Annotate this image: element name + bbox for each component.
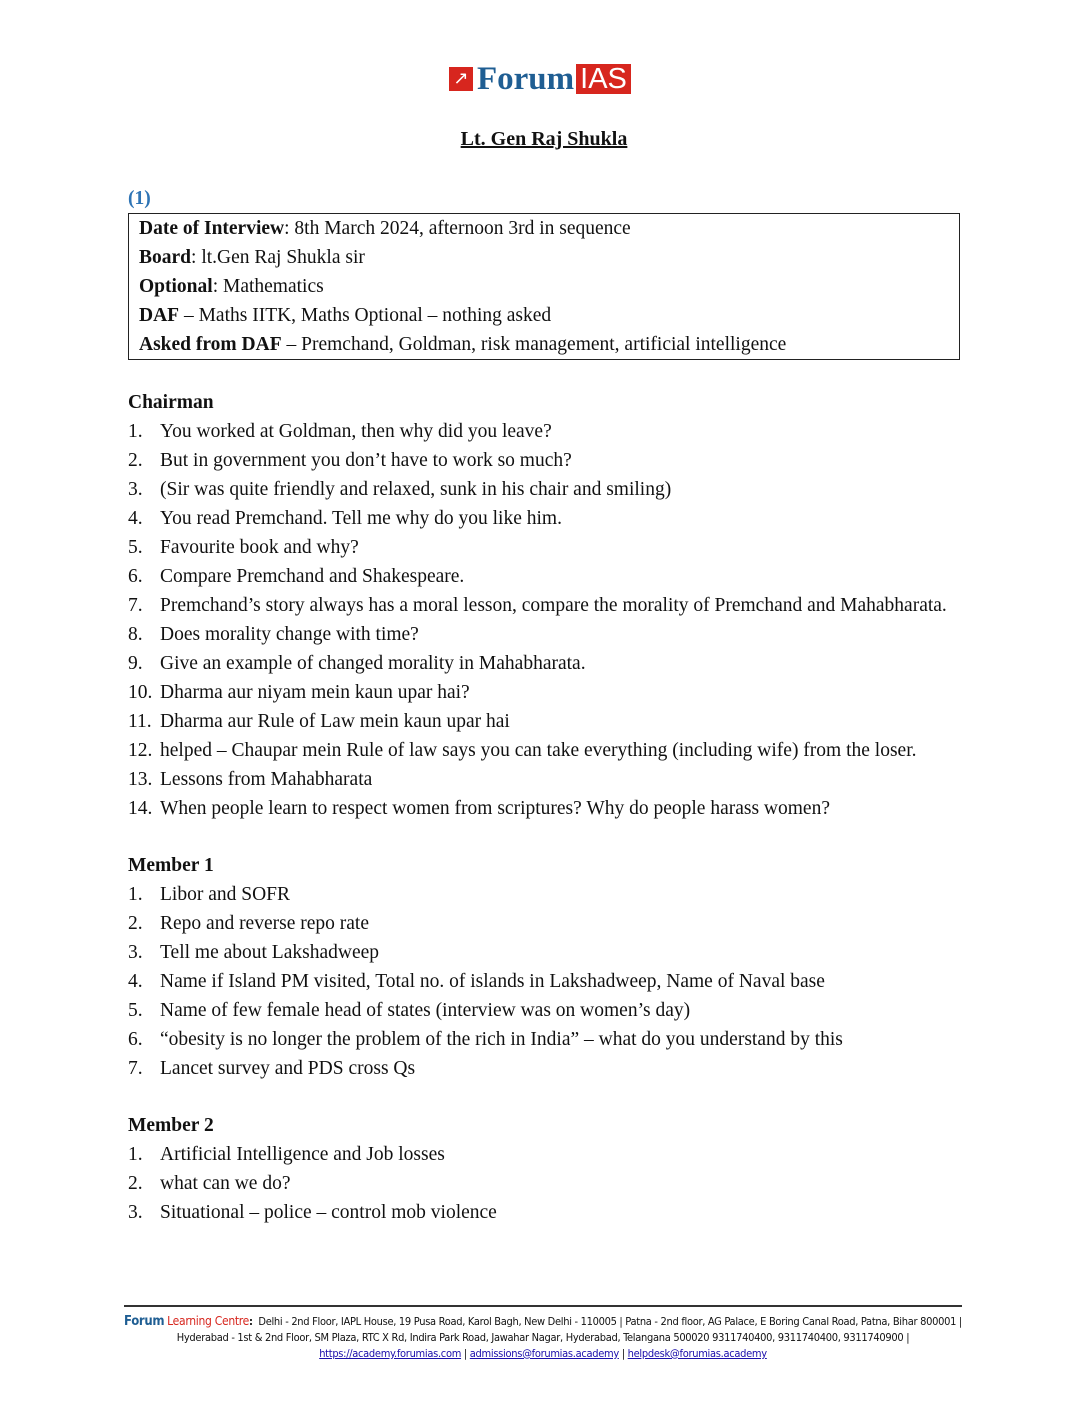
question-number: 6. bbox=[128, 1029, 143, 1050]
question-text: Dharma aur niyam mein kaun upar hai? bbox=[160, 682, 470, 703]
question-number: 1. bbox=[128, 1144, 143, 1165]
question-item bbox=[128, 1140, 960, 1169]
admissions-email-link[interactable]: admissions@forumias.academy bbox=[469, 1347, 619, 1360]
info-row bbox=[139, 272, 949, 301]
question-number: 11. bbox=[128, 711, 152, 732]
info-value: lt.Gen Raj Shukla sir bbox=[201, 247, 365, 268]
question-item bbox=[128, 909, 960, 938]
info-label: Asked from DAF bbox=[139, 334, 282, 355]
footer-separator: | bbox=[903, 1331, 910, 1344]
info-value: Mathematics bbox=[222, 276, 324, 297]
question-text: Does morality change with time? bbox=[160, 624, 419, 645]
page-title: Lt. Gen Raj Shukla bbox=[460, 128, 628, 150]
logo-forum: Forum bbox=[477, 61, 575, 97]
document-body bbox=[128, 184, 960, 1227]
question-item bbox=[128, 417, 960, 446]
question-number: 7. bbox=[128, 1058, 143, 1079]
forumias-logo bbox=[449, 61, 631, 97]
question-number: 8. bbox=[128, 624, 143, 645]
interview-info-box bbox=[128, 213, 960, 360]
question-number: 1. bbox=[128, 884, 143, 905]
question-item bbox=[128, 736, 960, 765]
question-number: 9. bbox=[128, 653, 143, 674]
logo-ias: IAS bbox=[576, 64, 631, 94]
question-number: 3. bbox=[128, 479, 143, 500]
question-number: 2. bbox=[128, 913, 143, 934]
section-heading: Member 2 bbox=[128, 1115, 214, 1136]
info-row bbox=[139, 214, 949, 243]
question-item bbox=[128, 996, 960, 1025]
question-text: Lancet survey and PDS cross Qs bbox=[160, 1058, 416, 1079]
question-text: Premchand’s story always has a moral lesson, compare the morality of Premchand and Mahabharata. bbox=[160, 595, 947, 616]
question-text: Situational – police – control mob violence bbox=[160, 1202, 497, 1223]
section-heading: Member 1 bbox=[128, 855, 214, 876]
question-item bbox=[128, 591, 960, 620]
question-number: 7. bbox=[128, 595, 143, 616]
question-text: Dharma aur Rule of Law mein kaun upar hai bbox=[160, 711, 510, 732]
footer-separator: | bbox=[618, 1347, 628, 1360]
info-row bbox=[139, 243, 949, 272]
question-number: 3. bbox=[128, 1202, 143, 1223]
question-item bbox=[128, 533, 960, 562]
footer-centre: Learning Centre bbox=[167, 1314, 250, 1328]
question-list bbox=[128, 1140, 960, 1227]
question-number: 13. bbox=[128, 769, 153, 790]
question-item bbox=[128, 707, 960, 736]
question-item bbox=[128, 446, 960, 475]
info-value: Premchand, Goldman, risk management, artificial intelligence bbox=[301, 334, 787, 355]
arrow-icon: ↗ bbox=[449, 67, 473, 91]
question-text: Artificial Intelligence and Job losses bbox=[160, 1144, 445, 1165]
question-text: When people learn to respect women from scriptures? Why do people harass women? bbox=[160, 798, 830, 819]
question-item bbox=[128, 765, 960, 794]
question-text: Compare Premchand and Shakespeare. bbox=[160, 566, 465, 587]
footer-separator: | bbox=[461, 1347, 470, 1360]
question-text: Name if Island PM visited, Total no. of islands in Lakshadweep, Name of Naval base bbox=[160, 971, 825, 992]
question-number: 10. bbox=[128, 682, 153, 703]
info-label: Date of Interview bbox=[139, 218, 285, 239]
footer-brand: Forum bbox=[124, 1314, 165, 1329]
question-text: “obesity is no longer the problem of the rich in India” – what do you understand by this bbox=[160, 1029, 843, 1050]
info-separator: : bbox=[284, 218, 295, 239]
footer-colon: : bbox=[249, 1315, 253, 1328]
question-item bbox=[128, 678, 960, 707]
question-item bbox=[128, 1025, 960, 1054]
info-label: Optional bbox=[139, 276, 213, 297]
question-text: You worked at Goldman, then why did you leave? bbox=[160, 421, 552, 442]
question-number: 4. bbox=[128, 971, 143, 992]
section-number: (1) bbox=[128, 188, 151, 209]
question-item bbox=[128, 504, 960, 533]
question-list bbox=[128, 417, 960, 823]
question-number: 12. bbox=[128, 740, 153, 761]
question-text: Lessons from Mahabharata bbox=[160, 769, 373, 790]
question-item bbox=[128, 967, 960, 996]
website-link[interactable]: https://academy.forumias.com bbox=[319, 1347, 462, 1360]
info-row bbox=[139, 301, 949, 330]
info-separator: : bbox=[212, 276, 223, 297]
question-number: 3. bbox=[128, 942, 143, 963]
question-item bbox=[128, 1198, 960, 1227]
question-text: what can we do? bbox=[160, 1173, 291, 1194]
question-item bbox=[128, 1054, 960, 1083]
question-item bbox=[128, 1169, 960, 1198]
question-item bbox=[128, 880, 960, 909]
question-list bbox=[128, 880, 960, 1083]
question-number: 6. bbox=[128, 566, 143, 587]
question-text: But in government you don’t have to work so much? bbox=[160, 450, 572, 471]
question-item bbox=[128, 649, 960, 678]
info-value: Maths IITK, Maths Optional – nothing asked bbox=[198, 305, 552, 326]
question-item bbox=[128, 562, 960, 591]
question-number: 2. bbox=[128, 1173, 143, 1194]
info-value: 8th March 2024, afternoon 3rd in sequence bbox=[294, 218, 631, 239]
question-text: Tell me about Lakshadweep bbox=[160, 942, 380, 963]
question-text: You read Premchand. Tell me why do you like him. bbox=[160, 508, 562, 529]
question-text: (Sir was quite friendly and relaxed, sunk in his chair and smiling) bbox=[160, 479, 672, 500]
info-row bbox=[139, 330, 949, 359]
question-item bbox=[128, 938, 960, 967]
helpdesk-email-link[interactable]: helpdesk@forumias.academy bbox=[627, 1347, 767, 1360]
question-text: Favourite book and why? bbox=[160, 537, 359, 558]
question-item bbox=[128, 620, 960, 649]
info-separator: – bbox=[281, 334, 302, 355]
footer-address: Delhi - 2nd Floor, IAPL House, 19 Pusa Road, Karol Bagh, New Delhi - 110005 | Patna - 2nd floor, AG Palace, E Boring Canal Road, Patna, Bihar 800001 | Hyderabad - 1st & 2nd Floor, SM Plaza, RTC X Rd, Indira Park Road, Jawahar Nagar, Hyderabad, Telangana 500020 9311740400, 9311740400, 9311740900 bbox=[176, 1315, 962, 1344]
info-separator: : bbox=[191, 247, 202, 268]
question-number: 5. bbox=[128, 1000, 143, 1021]
question-number: 14. bbox=[128, 798, 153, 819]
question-item bbox=[128, 794, 960, 823]
question-text: helped – Chaupar mein Rule of law says you can take everything (including wife) from the loser. bbox=[160, 740, 917, 761]
question-text: Libor and SOFR bbox=[160, 884, 291, 905]
question-text: Give an example of changed morality in Mahabharata. bbox=[160, 653, 586, 674]
question-number: 2. bbox=[128, 450, 143, 471]
question-item bbox=[128, 475, 960, 504]
question-number: 4. bbox=[128, 508, 143, 529]
info-label: Board bbox=[139, 247, 192, 268]
question-number: 5. bbox=[128, 537, 143, 558]
question-text: Name of few female head of states (interview was on women’s day) bbox=[160, 1000, 691, 1021]
question-text: Repo and reverse repo rate bbox=[160, 913, 369, 934]
info-separator: – bbox=[179, 305, 199, 326]
question-number: 1. bbox=[128, 421, 143, 442]
section-heading: Chairman bbox=[128, 392, 214, 413]
footer bbox=[124, 1305, 962, 1362]
info-label: DAF bbox=[139, 305, 180, 326]
